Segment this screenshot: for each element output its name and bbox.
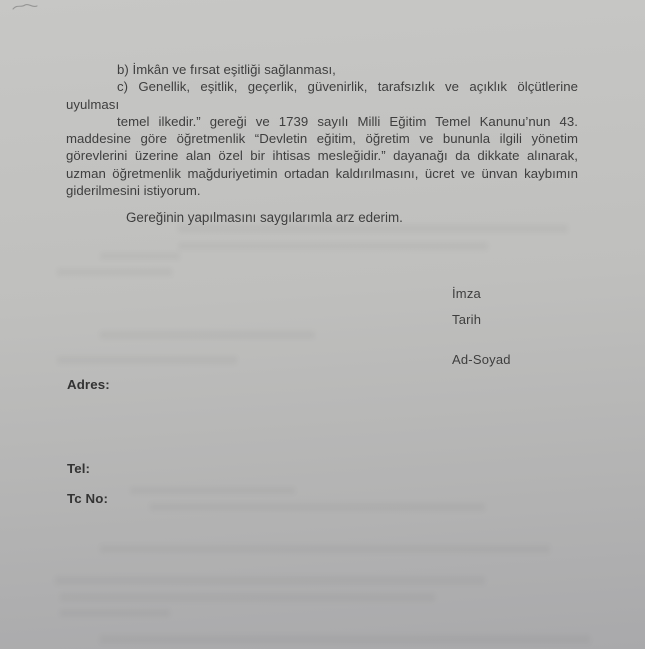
body-line: uzman öğretmenlik mağduriyetimin ortadan kaldırılmasını, ücret ve ünvan kaybımın <box>66 165 578 181</box>
bleed-through-line <box>100 545 550 553</box>
letter-body-paragraph <box>66 61 578 199</box>
phone-label: Tel: <box>67 461 91 476</box>
name-surname-label: Ad-Soyad <box>452 352 511 367</box>
bleed-through-line <box>57 356 237 364</box>
bleed-through-line <box>178 224 568 233</box>
body-line: c) Genellik, eşitlik, geçerlik, güvenirlik, tarafsızlık ve açıklık ölçütlerine <box>117 79 578 95</box>
address-label: Adres: <box>67 377 110 392</box>
body-line: b) İmkân ve fırsat eşitliği sağlanması, <box>117 62 336 77</box>
signature-label: İmza <box>452 286 481 301</box>
bleed-through-line <box>150 503 485 511</box>
bleed-through-line <box>60 593 435 602</box>
national-id-label: Tc No: <box>67 491 108 506</box>
bleed-through-line <box>100 331 315 339</box>
bleed-through-line <box>57 268 172 276</box>
date-label: Tarih <box>452 312 482 327</box>
corner-smudge-mark <box>12 2 40 12</box>
bleed-through-line <box>100 252 180 260</box>
bleed-through-line <box>100 635 590 644</box>
body-line: uyulması <box>66 96 120 112</box>
bleed-through-line <box>55 576 485 585</box>
body-line: giderilmesini istiyorum. <box>66 183 201 199</box>
body-line: temel ilkedir.” gereği ve 1739 sayılı Milli Eğitim Temel Kanunu’nun 43. <box>117 113 578 129</box>
body-line: maddesine göre öğretmenlik “Devletin eğitim, öğretim ve bununla ilgili yönetim <box>66 131 578 147</box>
closing-salutation: Gereğinin yapılmasını saygılarımla arz ederim. <box>126 210 403 225</box>
bleed-through-line <box>130 487 295 494</box>
body-line: görevlerini üzerine alan özel bir ihtisas mesleğidir.” dayanağı da dikkate alınarak, <box>66 148 578 164</box>
bleed-through-line <box>60 609 170 617</box>
bleed-through-line <box>178 242 488 250</box>
